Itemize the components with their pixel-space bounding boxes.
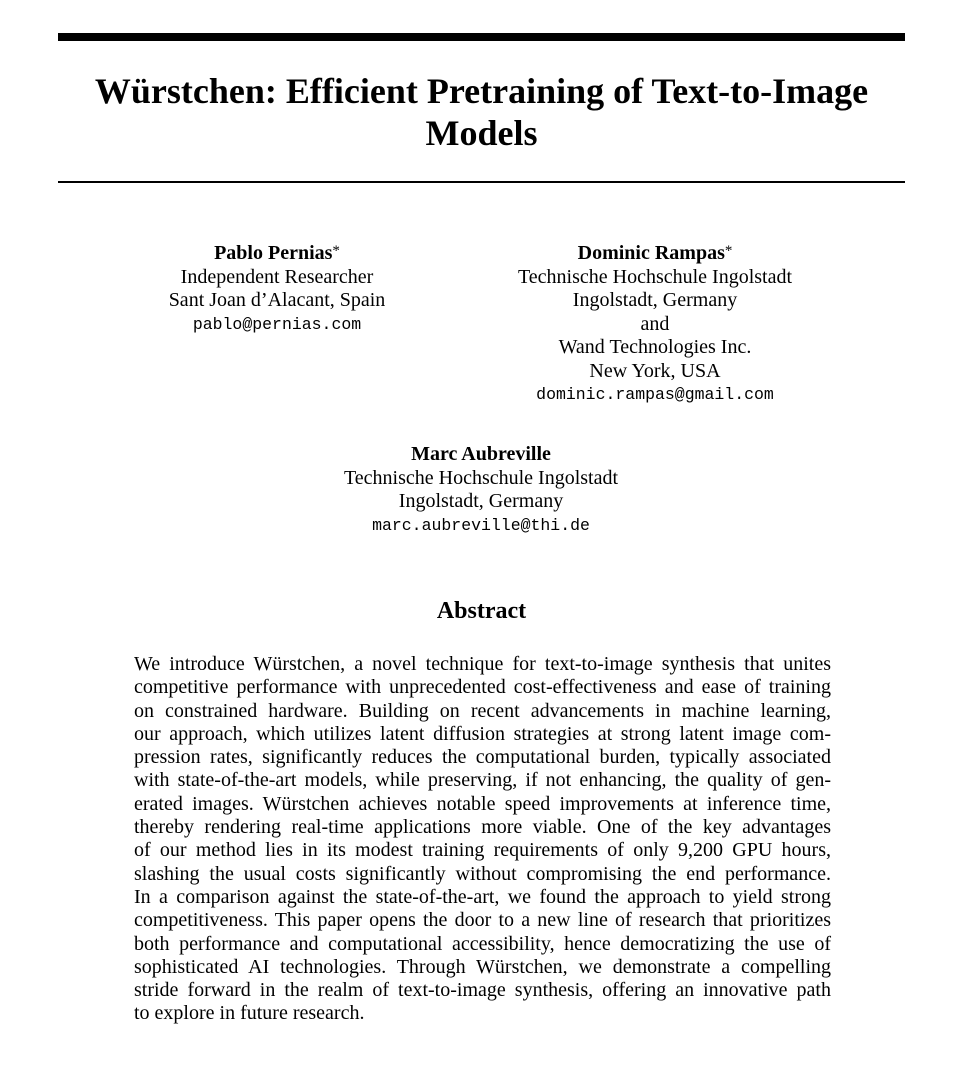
author-location: Ingolstadt, Germany <box>572 289 738 311</box>
author-affiliation: Technische Hochschule Ingolstadt <box>343 466 619 489</box>
abstract-line: to explore in future research. <box>134 1002 365 1025</box>
abstract-line: thereby rendering real-time applications more viable. One of the key advantages <box>134 816 831 839</box>
author-affiliation: Independent Researcher <box>180 265 374 288</box>
abstract-line: competitiveness. This paper opens the door to a new line of research that prioritizes <box>134 909 831 932</box>
abstract-line: pression rates, significantly reduces the computational burden, typically associated <box>134 746 831 769</box>
abstract-line: stride forward in the realm of text-to-image synthesis, offering an innovative path <box>134 979 831 1002</box>
abstract-line: of our method lies in its modest training requirements of only 9,200 GPU hours, <box>134 839 831 862</box>
abstract-line: We introduce Würstchen, a novel technique for text-to-image synthesis that unites <box>134 653 831 675</box>
author-affiliation-conjunction: and <box>640 312 670 335</box>
author-block-aubreville <box>320 443 642 537</box>
title-bottom-rule <box>58 181 905 183</box>
paper-title: Würstchen: Efficient Pretraining of Text-to-Image Models <box>94 71 869 153</box>
author-affiliation: Wand Technologies Inc. <box>558 336 752 358</box>
author-email[interactable]: dominic.rampas@gmail.com <box>536 385 774 404</box>
abstract-line: erated images. Würstchen achieves notable speed improvements at inference time, <box>134 792 831 815</box>
author-location: Ingolstadt, Germany <box>398 490 564 512</box>
abstract-line: with state-of-the-art models, while preserving, if not enhancing, the quality of gen- <box>134 769 831 792</box>
author-name: Marc Aubreville <box>411 443 551 465</box>
author-location: New York, USA <box>589 359 721 382</box>
equal-contribution-mark: * <box>332 243 340 259</box>
abstract-line: competitive performance with unprecedented cost-effectiveness and ease of training <box>134 676 831 699</box>
abstract-line: both performance and computational accessibility, hence democratizing the use of <box>134 932 831 955</box>
abstract-line: on constrained hardware. Building on recent advancements in machine learning, <box>134 699 831 722</box>
author-name: Pablo Pernias* <box>214 242 340 264</box>
abstract-line: our approach, which utilizes latent diffusion strategies at strong latent image com- <box>134 722 831 745</box>
author-block-rampas <box>500 242 810 407</box>
author-affiliation: Technische Hochschule Ingolstadt <box>517 265 793 288</box>
author-email[interactable]: pablo@pernias.com <box>192 314 362 334</box>
author-name: Dominic Rampas* <box>577 242 733 264</box>
abstract-heading: Abstract <box>436 598 527 624</box>
abstract-line: In a comparison against the state-of-the-art, we found the approach to yield strong <box>134 885 831 908</box>
abstract-line: slashing the usual costs significantly without compromising the end performance. <box>134 862 831 885</box>
author-location: Sant Joan d’Alacant, Spain <box>168 289 386 311</box>
author-email[interactable]: marc.aubreville@thi.de <box>372 515 590 535</box>
author-block-pernias <box>137 242 417 336</box>
abstract-body <box>134 653 831 1026</box>
title-top-rule <box>58 33 905 41</box>
abstract-line: sophisticated AI technologies. Through Würstchen, we demonstrate a compelling <box>134 955 831 978</box>
equal-contribution-mark: * <box>724 243 733 259</box>
